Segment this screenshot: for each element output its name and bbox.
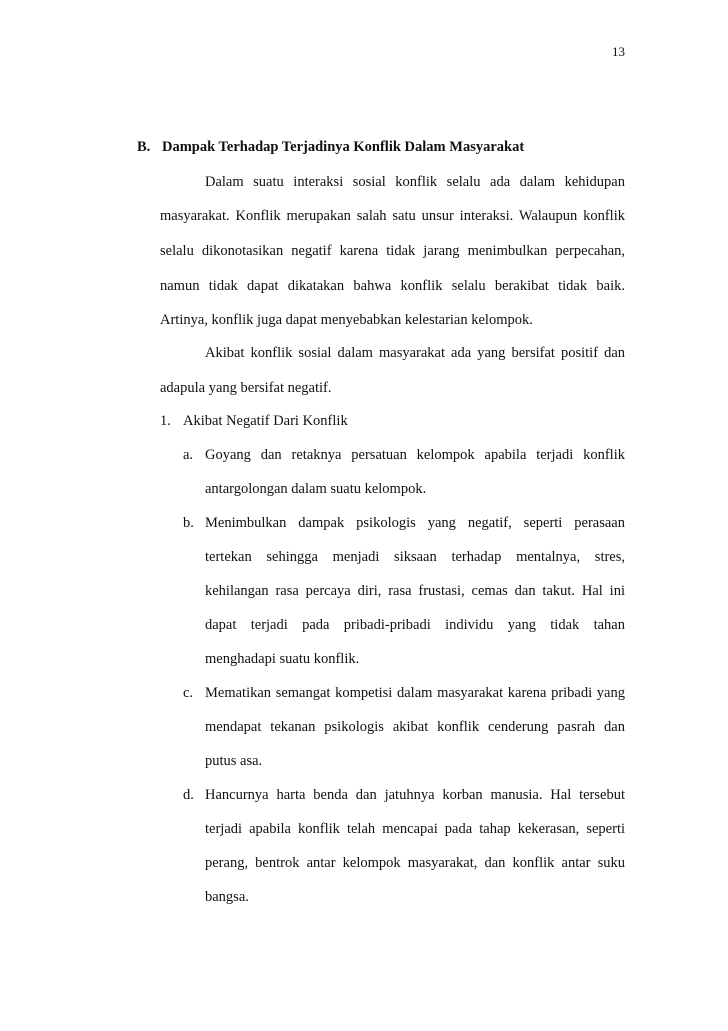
paragraph1-line-3: selalu dikonotasikan negatif karena tidak jarang menimbulkan perpecahan, [160,243,625,259]
paragraph1-line-5: Artinya, konflik juga dapat menyebabkan kelestarian kelompok. [160,312,533,328]
section-title: Dampak Terhadap Terjadinya Konflik Dalam Masyarakat [162,139,525,155]
section-letter: B. [137,139,151,155]
item-d-line-2: terjadi apabila konflik telah mencapai pada tahap kekerasan, seperti [205,821,625,837]
paragraph1-line-4: namun tidak dapat dikatakan bahwa konflik selalu berakibat tidak baik. [160,278,625,294]
item-d-marker: d. [183,787,194,803]
paragraph1-line-1: Dalam suatu interaksi sosial konflik selalu ada dalam kehidupan [205,174,625,190]
page-number: 13 [612,44,625,59]
item-b-marker: b. [183,515,194,531]
item-c-line-1: Mematikan semangat kompetisi dalam masyarakat karena pribadi yang [205,685,625,701]
item-b-line-1: Menimbulkan dampak psikologis yang negatif, seperti perasaan [205,515,625,531]
item-b-line-4: dapat terjadi pada pribadi-pribadi individu yang tidak tahan [205,617,625,633]
section-heading [137,136,637,158]
item-a-line-2: antargolongan dalam suatu kelompok. [205,481,427,497]
subsection-title: Akibat Negatif Dari Konflik [183,413,348,429]
item-c-line-3: putus asa. [205,753,263,769]
item-d-line-3: perang, bentrok antar kelompok masyarakat, dan konflik antar suku [205,855,625,871]
paragraph1-line-2: masyarakat. Konflik merupakan salah satu unsur interaksi. Walaupun konflik [160,208,625,224]
item-a-marker: a. [183,447,194,463]
item-b-line-5: menghadapi suatu konflik. [205,651,360,667]
item-a-line-1: Goyang dan retaknya persatuan kelompok apabila terjadi konflik [205,447,625,463]
subsection-number: 1. [160,413,171,429]
item-d-line-1: Hancurnya harta benda dan jatuhnya korban manusia. Hal tersebut [205,787,625,803]
item-c-line-2: mendapat tekanan psikologis akibat konflik cenderung pasrah dan [205,719,625,735]
paragraph2-line-1: Akibat konflik sosial dalam masyarakat ada yang bersifat positif dan [205,345,625,361]
item-c-marker: c. [183,685,194,701]
paragraph2-line-2: adapula yang bersifat negatif. [160,380,332,396]
item-b-line-3: kehilangan rasa percaya diri, rasa frustasi, cemas dan takut. Hal ini [205,583,625,599]
item-b-line-2: tertekan sehingga menjadi siksaan terhadap mentalnya, stres, [205,549,625,565]
item-d-line-4: bangsa. [205,889,249,905]
